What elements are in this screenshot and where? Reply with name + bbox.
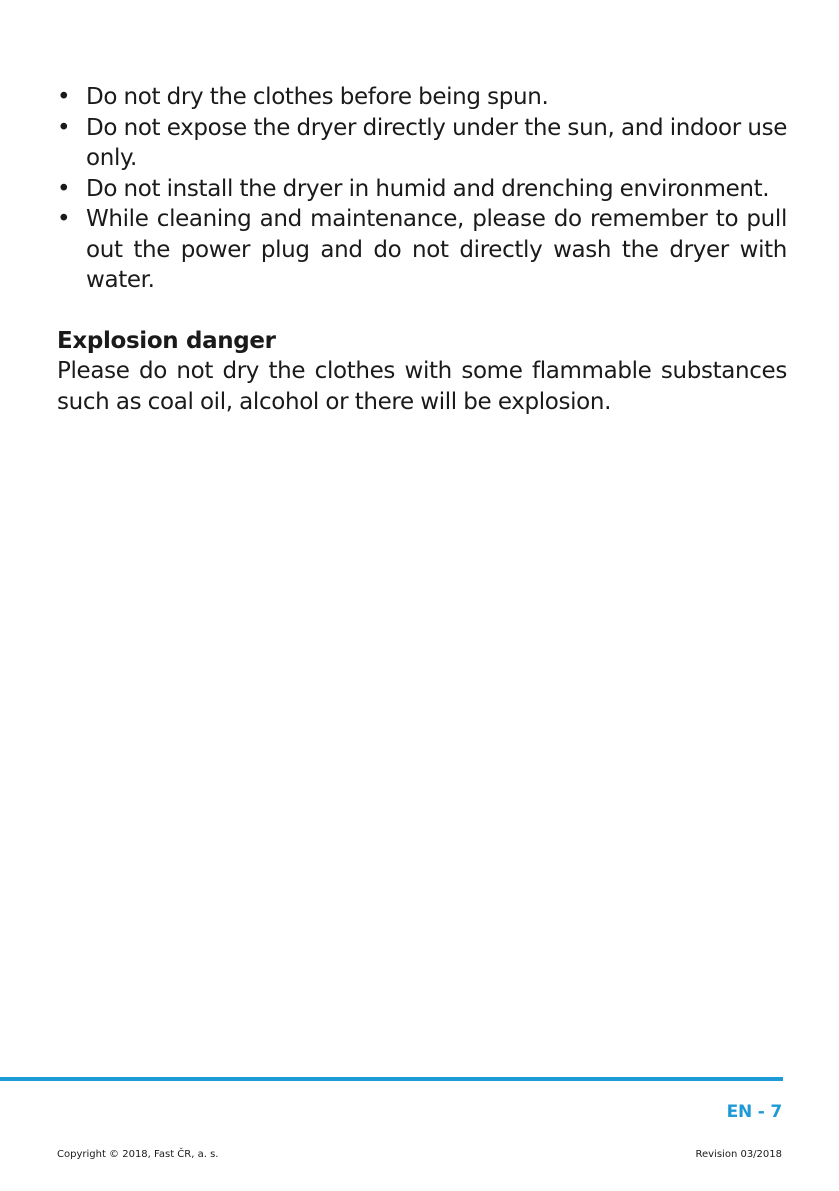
list-item [57,204,787,296]
section-heading: Explosion danger [57,327,276,354]
list-item [57,82,787,113]
list-item-text: Do not install the dryer in humid and drenching environment. [86,175,770,202]
safety-bullet-list [57,82,787,296]
page-number: EN - 7 [726,1102,782,1122]
revision-text: Revision 03/2018 [695,1149,782,1160]
bullet-icon: • [57,84,71,110]
list-item-text: Do not dry the clothes before being spun. [86,84,549,110]
explosion-danger-section [57,326,787,418]
bullet-icon: • [57,114,71,141]
footer-divider [0,1077,783,1081]
section-text: Please do not dry the clothes with some flammable substances such as coal oil, alcohol or there will be explosion. [57,358,787,415]
list-item [57,174,787,205]
bullet-icon: • [57,175,71,202]
copyright-text: Copyright © 2018, Fast ČR, a. s. [57,1149,219,1160]
list-item-text: Do not expose the dryer directly under the sun, and indoor use only. [86,114,787,171]
page-content [57,82,787,417]
bullet-icon: • [57,206,71,232]
list-item-text: While cleaning and maintenance, please do remember to pull out the power plug and do not directly wash the dryer with water. [86,206,787,293]
list-item [57,113,787,174]
